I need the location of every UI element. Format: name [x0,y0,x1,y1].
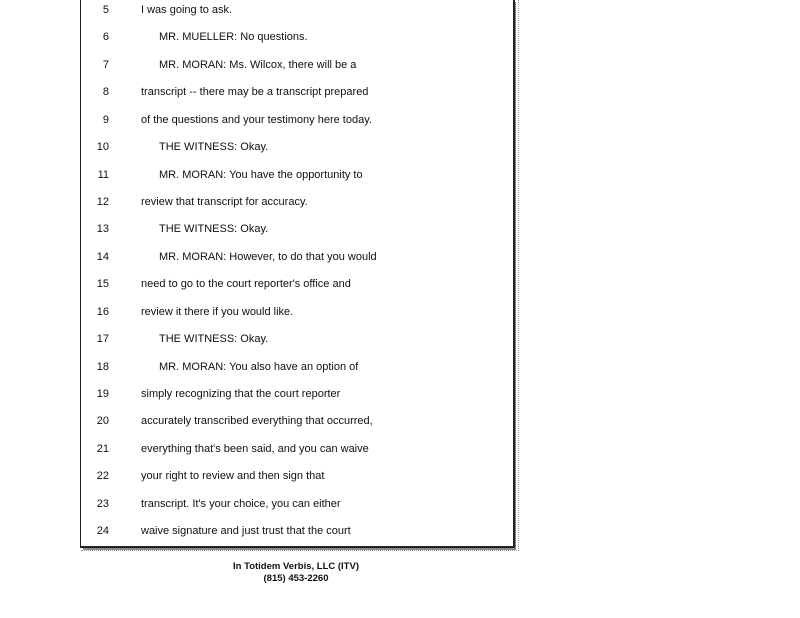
line-text: review it there if you would like. [141,306,294,318]
transcript-line [81,302,511,322]
line-number: 22 [96,470,109,482]
line-number: 13 [96,223,109,235]
line-number: 6 [102,31,109,43]
transcript-line [81,165,511,185]
transcript-line [81,55,511,75]
line-number: 23 [96,498,109,510]
line-number: 14 [96,251,109,263]
transcript-line [81,439,511,459]
line-text: simply recognizing that the court reporter [141,388,341,400]
line-text: I was going to ask. [141,4,233,16]
transcript-line [81,521,511,541]
line-number: 9 [102,114,109,126]
line-number: 7 [102,59,109,71]
line-number: 20 [96,415,109,427]
line-text: MR. MORAN: You have the opportunity to [159,169,363,181]
line-number: 12 [96,196,109,208]
line-number: 8 [102,86,109,98]
footer-company: In Totidem Verbis, LLC (ITV) [233,561,359,572]
transcript-line [81,357,511,377]
line-text: of the questions and your testimony here today. [141,114,372,126]
line-text: MR. MORAN: Ms. Wilcox, there will be a [159,59,357,71]
line-text: MR. MORAN: You also have an option of [159,361,359,373]
footer-phone: (815) 453-2260 [263,573,329,584]
line-number: 24 [96,525,109,537]
line-number: 15 [96,278,109,290]
line-text: accurately transcribed everything that occurred, [141,415,373,427]
line-number: 5 [102,4,109,16]
line-number: 10 [96,141,109,153]
line-number: 11 [97,169,109,181]
transcript-line [81,384,511,404]
transcript-page [80,0,515,548]
line-text: review that transcript for accuracy. [141,196,308,208]
transcript-line [81,0,511,20]
line-number: 17 [96,333,109,345]
line-text: THE WITNESS: Okay. [159,223,269,235]
line-text: THE WITNESS: Okay. [159,333,269,345]
transcript-line [81,494,511,514]
transcript-line [81,137,511,157]
transcript-line [81,27,511,47]
line-text: transcript -- there may be a transcript prepared [141,86,369,98]
line-number: 18 [96,361,109,373]
transcript-line [81,82,511,102]
line-text: MR. MUELLER: No questions. [159,31,308,43]
line-text: need to go to the court reporter's office and [141,278,351,290]
line-text: everything that's been said, and you can waive [141,443,369,455]
transcript-line [81,411,511,431]
transcript-line [81,466,511,486]
line-text: THE WITNESS: Okay. [159,141,269,153]
transcript-line [81,274,511,294]
line-text: your right to review and then sign that [141,470,325,482]
transcript-line [81,219,511,239]
transcript-line [81,247,511,267]
line-text: waive signature and just trust that the court [141,525,351,537]
line-text: MR. MORAN: However, to do that you would [159,251,377,263]
transcript-line [81,329,511,349]
transcript-line [81,110,511,130]
line-number: 21 [96,443,109,455]
line-number: 19 [96,388,109,400]
line-text: transcript. It's your choice, you can either [141,498,341,510]
line-number: 16 [96,306,109,318]
transcript-line [81,192,511,212]
